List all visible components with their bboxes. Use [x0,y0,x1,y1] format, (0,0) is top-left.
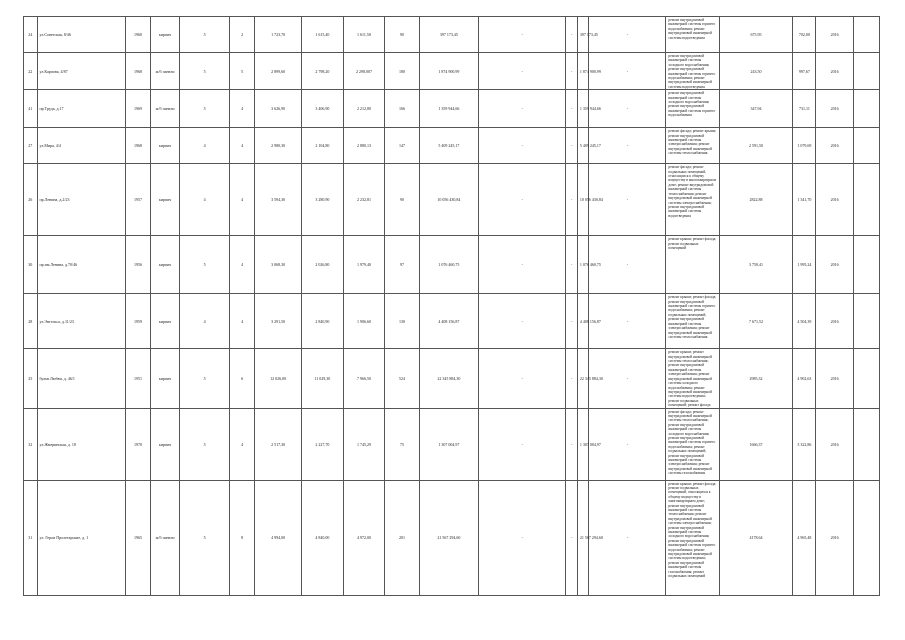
row-number-cell: 22 [24,53,38,90]
cost-regional-cell: 22 345 884,30 [577,349,588,408]
year-built-cell: 1965 [126,480,151,595]
wall-material-cell: кирпич [151,236,180,294]
fund-a-cell: - [479,408,566,480]
term-cell: 2016 [816,17,853,53]
works-list-cell: ремонт внутридомовой инженерной системы холодного водоснабжения; ремонт внутридомовой инженерной системы горячего водоснабжения [666,90,719,128]
table-row [24,53,880,90]
residents-cell: 97 [385,236,419,294]
term-cell: 2016 [816,480,853,595]
blank-cell [853,90,879,128]
fund-a-cell: - [479,236,566,294]
area-living-cell: 3 280,90 [302,164,344,236]
cost-total-cell: 10 056 430,84 [419,164,478,236]
area-total-cell: 12 026,00 [255,349,302,408]
area-total-cell: 1 723,70 [255,17,302,53]
address-cell: ул.Мира, 4/4 [37,128,126,164]
blank-cell [853,480,879,595]
works-list-cell: ремонт крыши; ремонт фасада; ремонт внутридомовой инженерной системы горячего водоснабжения; ремонт подвальных помещений; ремонт внутридомовой инженерной системы электроснабжения; ремонт внутридомовой инженерной системы теплоснабжения [666,294,719,349]
blank-cell [853,294,879,349]
fund-c-cell: - [589,408,666,480]
year-built-cell: 1957 [126,164,151,236]
table-row [24,294,880,349]
works-list-cell: ремонт крыши; ремонт фасада; ремонт подвальных помещений [666,236,719,294]
works-list-cell: ремонт крыши; ремонт внутридомовой инженерной системы теплоснабжения; ремонт внутридомовой инженерной системы электроснабжения; ремонт внутридомовой инженерной системы холодного водоснабжения; ремонт внутридомовой инженерной системы водоотведения; ремонт подвальных помещений; ремонт фасада [666,349,719,408]
term-cell: 2016 [816,236,853,294]
limit-cost-cell: 1 995,24 [793,236,816,294]
cost-total-cell: 5 409 245,17 [419,128,478,164]
term-cell: 2016 [816,53,853,90]
table-row [24,17,880,53]
area-other-cell: 4 972,00 [343,480,385,595]
table-row [24,480,880,595]
limit-cost-cell: 702,00 [793,17,816,53]
blank-cell [853,17,879,53]
fund-c-cell: - [589,17,666,53]
year-built-cell: 1970 [126,408,151,480]
cost-total-cell: 1 307 004,97 [419,408,478,480]
wall-material-cell: кирпич [151,408,180,480]
specific-cost-cell: 347,94 [719,90,793,128]
residents-cell: 524 [385,349,419,408]
fund-c-cell: - [589,480,666,595]
blank-cell [853,128,879,164]
floors-cell: 4 [180,164,230,236]
year-built-cell: 1968 [126,128,151,164]
floors-cell: 5 [180,236,230,294]
area-living-cell: 4 840,00 [302,480,344,595]
cost-regional-cell: 5 409 245,17 [577,128,588,164]
table-row [24,236,880,294]
fund-a-cell: - [479,128,566,164]
fund-b-cell: - [566,128,577,164]
specific-cost-cell: 3 750,41 [719,236,793,294]
wall-material-cell: ж/б панели [151,53,180,90]
fund-b-cell: - [566,294,577,349]
area-other-cell: 2 232,81 [343,164,385,236]
fund-a-cell: - [479,17,566,53]
fund-a-cell: - [479,53,566,90]
area-living-cell: 3 406,90 [302,90,344,128]
fund-b-cell: - [566,53,577,90]
row-number-cell: 27 [24,128,38,164]
cost-regional-cell: 397 173,45 [577,17,588,53]
fund-c-cell: - [589,128,666,164]
limit-cost-cell: 4 965,48 [793,480,816,595]
specific-cost-cell: 1666,37 [719,408,793,480]
entrances-cell: 4 [230,294,255,349]
address-cell: пр.им.Ленина, д.70/46 [37,236,126,294]
fund-c-cell: - [589,53,666,90]
fund-a-cell: - [479,349,566,408]
works-list-cell: ремонт фасада; ремонт внутридомовой инженерной системы теплоснабжения; ремонт внутридомовой инженерной системы холодного водоснабжения; ремонт внутридомовой инженерной системы горячего водоснабжения; ремонт подвальных помещений; ремонт внутридомовой инженерной системы электроснабжения; ремонт внутридомовой инженерной системы газоснабжения [666,408,719,480]
cost-total-cell: 21 567 294,60 [419,480,478,595]
cost-regional-cell: 1 307 004,97 [577,408,588,480]
cost-regional-cell: 1 076 460,75 [577,236,588,294]
fund-a-cell: - [479,90,566,128]
area-total-cell: 2 899,60 [255,53,302,90]
works-list-cell: ремонт внутридомовой инженерной системы горячего водоснабжения; ремонт внутридомовой инженерной системы водоотведения [666,17,719,53]
address-cell: пр.Ленина, д.2/23 [37,164,126,236]
term-cell: 2016 [816,294,853,349]
limit-cost-cell: 4 504,39 [793,294,816,349]
wall-material-cell: кирпич [151,128,180,164]
wall-material-cell: кирпич [151,349,180,408]
area-total-cell: 4 994,00 [255,480,302,595]
floors-cell: 5 [180,408,230,480]
specific-cost-cell: 675,95 [719,17,793,53]
cost-total-cell: 1 874 900,99 [419,53,478,90]
fund-c-cell: - [589,164,666,236]
works-list-cell: ремонт фасада; ремонт крыши; ремонт внутридомовой инженерной системы электроснабжения; ремонт внутридомовой инженерной системы теплоснабжения [666,128,719,164]
specific-cost-cell: 2985,32 [719,349,793,408]
limit-cost-cell: 997,67 [793,53,816,90]
blank-cell [853,164,879,236]
area-other-cell: 2 212,80 [343,90,385,128]
cost-total-cell: 397 173,45 [419,17,478,53]
address-cell: ул.Советская, 8/46 [37,17,126,53]
wall-material-cell: кирпич [151,164,180,236]
cost-total-cell: 22 345 884,30 [419,349,478,408]
address-cell: ул. Герои Пролетарские, д. 1 [37,480,126,595]
year-built-cell: 1969 [126,90,151,128]
residents-cell: 75 [385,408,419,480]
works-list-cell: ремонт крыши; ремонт фасада; ремонт подвальных помещений, относящихся к общему имуществу в многоквартирном доме; ремонт внутридомовой инженерной системы теплоснабжения; ремонт внутридомовой инженерной системы электроснабжения; ремонт внутридомовой инженерной системы холодного водоснабжения; ремонт внутридомовой инженерной системы горячего водоснабжения; ремонт внутридомовой инженерной системы водоотведения; ремонт внутридомовой инженерной системы газоснабжения; ремонт подвальных помещений [666,480,719,595]
residents-cell: 147 [385,128,419,164]
cost-regional-cell: 21 567 294,60 [577,480,588,595]
address-cell: ул.Энгельса, д.11/23 [37,294,126,349]
fund-b-cell: - [566,236,577,294]
residents-cell: 130 [385,294,419,349]
area-total-cell: 3 291,50 [255,294,302,349]
specific-cost-cell: 7 671,52 [719,294,793,349]
wall-material-cell: кирпич [151,17,180,53]
residents-cell: 90 [385,17,419,53]
row-number-cell: 41 [24,90,38,128]
term-cell: 2016 [816,128,853,164]
entrances-cell: 4 [230,128,255,164]
specific-cost-cell: 4178,64 [719,480,793,595]
year-built-cell: 1968 [126,53,151,90]
area-living-cell: 2 798,20 [302,53,344,90]
floors-cell: 4 [180,128,230,164]
table-row [24,408,880,480]
fund-c-cell: - [589,236,666,294]
area-living-cell: 11 029,30 [302,349,344,408]
entrances-cell: 4 [230,408,255,480]
term-cell: 2016 [816,408,853,480]
fund-c-cell: - [589,294,666,349]
year-built-cell: 1956 [126,236,151,294]
fund-b-cell: - [566,408,577,480]
floors-cell: 5 [180,349,230,408]
entrances-cell: 4 [230,90,255,128]
wall-material-cell: кирпич [151,294,180,349]
fund-b-cell: - [566,90,577,128]
works-list-cell: ремонт фасада; ремонт подвальных помещений, относящихся к общему имуществу в многоквартирном доме; ремонт внутридомовой инженерной системы теплоснабжения; ремонт внутридомовой инженерной системы электроснабжения; ремонт внутридомовой инженерной системы водоотведения [666,164,719,236]
limit-cost-cell: 4 902,63 [793,349,816,408]
specific-cost-cell: 243,50 [719,53,793,90]
area-living-cell: 2 227,70 [302,408,344,480]
area-other-cell: 2 880,13 [343,128,385,164]
residents-cell: 90 [385,164,419,236]
entrances-cell: 2 [230,17,255,53]
entrances-cell: 6 [230,349,255,408]
entrances-cell: 8 [230,480,255,595]
table-body [24,17,880,596]
fund-a-cell: - [479,480,566,595]
limit-cost-cell: 731,11 [793,90,816,128]
year-built-cell: 1951 [126,349,151,408]
area-total-cell: 3 594,30 [255,164,302,236]
floors-cell: 5 [180,480,230,595]
cost-regional-cell: 4 408 156,87 [577,294,588,349]
cost-regional-cell: 1 359 944,66 [577,90,588,128]
wall-material-cell: ж/б панели [151,90,180,128]
area-total-cell: 2 980,30 [255,128,302,164]
blank-cell [853,408,879,480]
entrances-cell: 4 [230,236,255,294]
area-total-cell: 2 517,30 [255,408,302,480]
repair-register-table [23,16,880,596]
row-number-cell: 32 [24,408,38,480]
table-row [24,349,880,408]
table-row [24,128,880,164]
area-other-cell: 2 298,007 [343,53,385,90]
row-number-cell: 30 [24,236,38,294]
term-cell: 2016 [816,349,853,408]
area-other-cell: 1 745,29 [343,408,385,480]
fund-a-cell: - [479,294,566,349]
cost-regional-cell: 10 056 430,84 [577,164,588,236]
floors-cell: 5 [180,53,230,90]
residents-cell: 180 [385,53,419,90]
fund-b-cell: - [566,480,577,595]
fund-b-cell: - [566,17,577,53]
specific-cost-cell: 2 591,50 [719,128,793,164]
area-other-cell: 1 979,40 [343,236,385,294]
fund-b-cell: - [566,164,577,236]
works-list-cell: ремонт внутридомовой инженерной системы холодного водоснабжения; ремонт внутридомовой инженерной системы горячего водоснабжения; ремонт внутридомовой инженерной системы водоотведения [666,53,719,90]
area-living-cell: 2 104,80 [302,128,344,164]
entrances-cell: 4 [230,164,255,236]
fund-b-cell: - [566,349,577,408]
table-row [24,90,880,128]
blank-cell [853,236,879,294]
fund-c-cell: - [589,90,666,128]
area-living-cell: 2 026,80 [302,236,344,294]
entrances-cell: 5 [230,53,255,90]
limit-cost-cell: 3 322,86 [793,408,816,480]
address-cell: бульв.Любви, д. 46/1 [37,349,126,408]
residents-cell: 201 [385,480,419,595]
year-built-cell: 1960 [126,17,151,53]
area-other-cell: 1 906,60 [343,294,385,349]
cost-total-cell: 1 359 944,66 [419,90,478,128]
floors-cell: 5 [180,90,230,128]
cost-regional-cell: 1 874 900,99 [577,53,588,90]
blank-cell [853,349,879,408]
blank-cell [853,53,879,90]
row-number-cell: 28 [24,294,38,349]
floors-cell: 4 [180,294,230,349]
register-sheet [23,16,880,596]
row-number-cell: 24 [24,17,38,53]
limit-cost-cell: 1 341,70 [793,164,816,236]
floors-cell: 5 [180,17,230,53]
term-cell: 2016 [816,90,853,128]
row-number-cell: 31 [24,480,38,595]
area-living-cell: 2 840,90 [302,294,344,349]
area-total-cell: 3 068,30 [255,236,302,294]
address-cell: пр.Труда, д.17 [37,90,126,128]
fund-a-cell: - [479,164,566,236]
area-other-cell: 7 966,50 [343,349,385,408]
address-cell: ул.Жмеринская, д. 18 [37,408,126,480]
year-built-cell: 1959 [126,294,151,349]
residents-cell: 166 [385,90,419,128]
specific-cost-cell: 2822,88 [719,164,793,236]
area-other-cell: 1 611,50 [343,17,385,53]
area-living-cell: 1 615,40 [302,17,344,53]
cost-total-cell: 4 408 156,87 [419,294,478,349]
limit-cost-cell: 1 079,69 [793,128,816,164]
row-number-cell: 26 [24,164,38,236]
area-total-cell: 3 626,90 [255,90,302,128]
row-number-cell: 25 [24,349,38,408]
term-cell: 2016 [816,164,853,236]
wall-material-cell: ж/б панели [151,480,180,595]
table-row [24,164,880,236]
cost-total-cell: 1 076 460,75 [419,236,478,294]
address-cell: ул.Карпова, 4/87 [37,53,126,90]
fund-c-cell: - [589,349,666,408]
